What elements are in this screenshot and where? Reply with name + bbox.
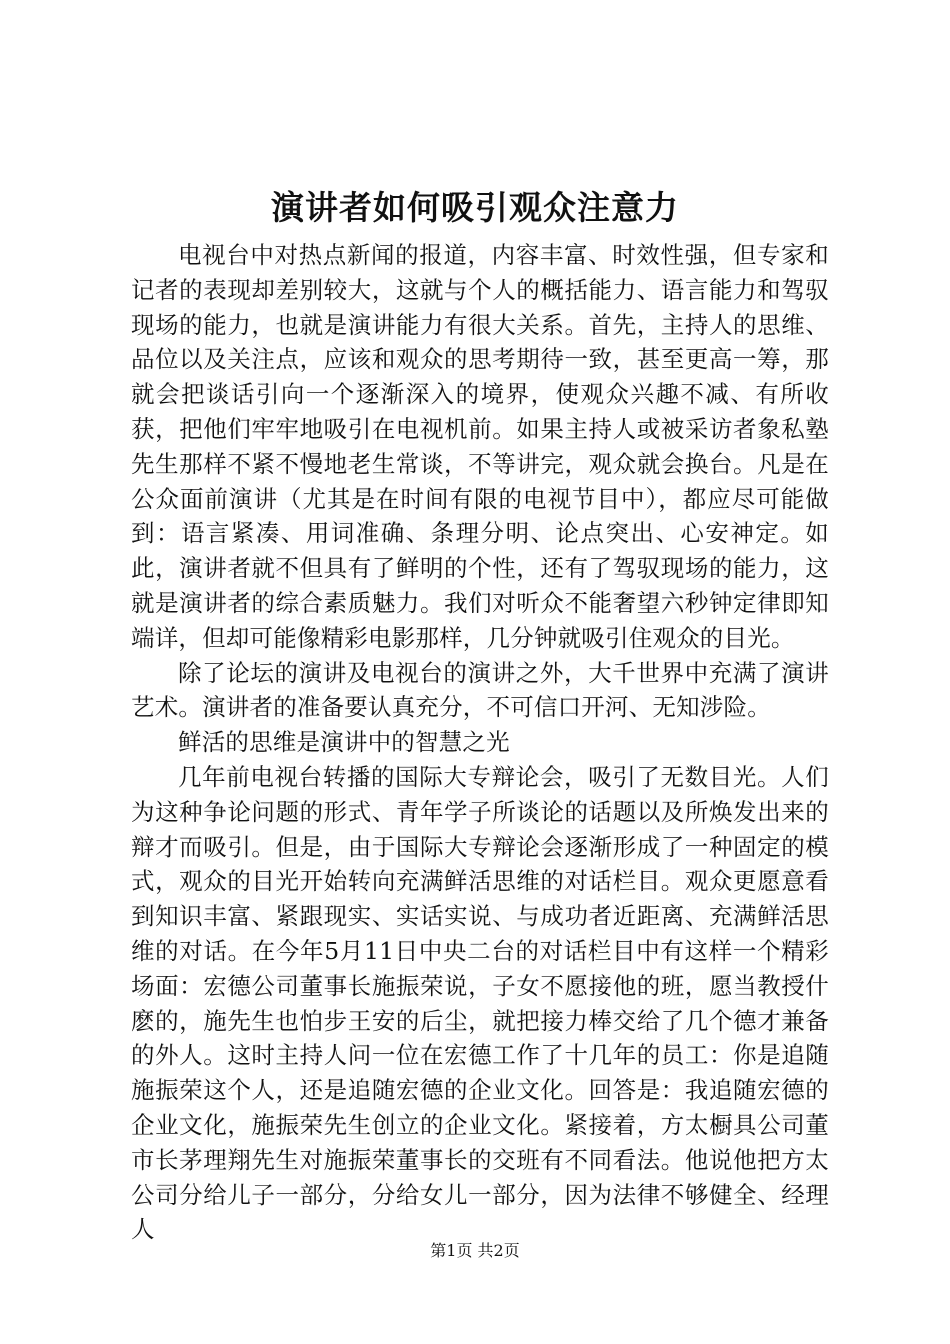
section-heading: 鲜活的思维是演讲中的智慧之光	[178, 728, 510, 757]
document-body	[131, 238, 829, 1247]
paragraph-1: 电视台中对热点新闻的报道，内容丰富、时效性强，但专家和记者的表现却差别较大，这就与个人的概括能力、语言能力和驾驭现场的能力，也就是演讲能力有很大关系。首先，主持人的思维、品位以及关注点，应该和观众的思考期待一致，甚至更高一筹，那就会把谈话引向一个逐渐深入的境界，使观众兴趣不减、有所收获，把他们牢牢地吸引在电视机前。如果主持人或被采访者象私塾先生那样不紧不慢地老生常谈，不等讲完，观众就会换台。凡是在公众面前演讲（尤其是在时间有限的电视节目中），都应尽可能做到：语言紧凑、用词准确、条理分明、论点突出、心安神定。如此，演讲者就不但具有了鲜明的个性，还有了驾驭现场的能力，这就是演讲者的综合素质魅力。我们对听众不能奢望六秒钟定律即知端详，但却可能像精彩电影那样，几分钟就吸引住观众的目光。	[131, 241, 829, 652]
paragraph-3: 几年前电视台转播的国际大专辩论会，吸引了无数目光。人们为这种争论问题的形式、青年学子所谈论的话题以及所焕发出来的辩才而吸引。但是，由于国际大专辩论会逐渐形成了一种固定的模式，观众的目光开始转向充满鲜活思维的对话栏目。观众更愿意看到知识丰富、紧跟现实、实话实说、与成功者近距离、充满鲜活思维的对话。在今年5月11日中央二台的对话栏目中有这样一个精彩场面：宏德公司董事长施振荣说，子女不愿接他的班，愿当教授什麽的，施先生也怕步王安的后尘，就把接力棒交给了几个德才兼备的外人。这时主持人问一位在宏德工作了十几年的员工：你是追随施振荣这个人，还是追随宏德的企业文化。回答是：我追随宏德的企业文化，施振荣先生创立的企业文化。紧接着，方太橱具公司董市长茅理翔先生对施振荣董事长的交班有不同看法。他说他把方太公司分给儿子一部分，分给女儿一部分，因为法律不够健全、经理人	[131, 762, 829, 1244]
paragraph-2: 除了论坛的演讲及电视台的演讲之外，大千世界中充满了演讲艺术。演讲者的准备要认真充分，不可信口开河、无知涉险。	[131, 658, 829, 722]
page-footer: 第1页 共2页	[430, 1241, 520, 1260]
document-title: 演讲者如何吸引观众注意力	[271, 188, 679, 227]
